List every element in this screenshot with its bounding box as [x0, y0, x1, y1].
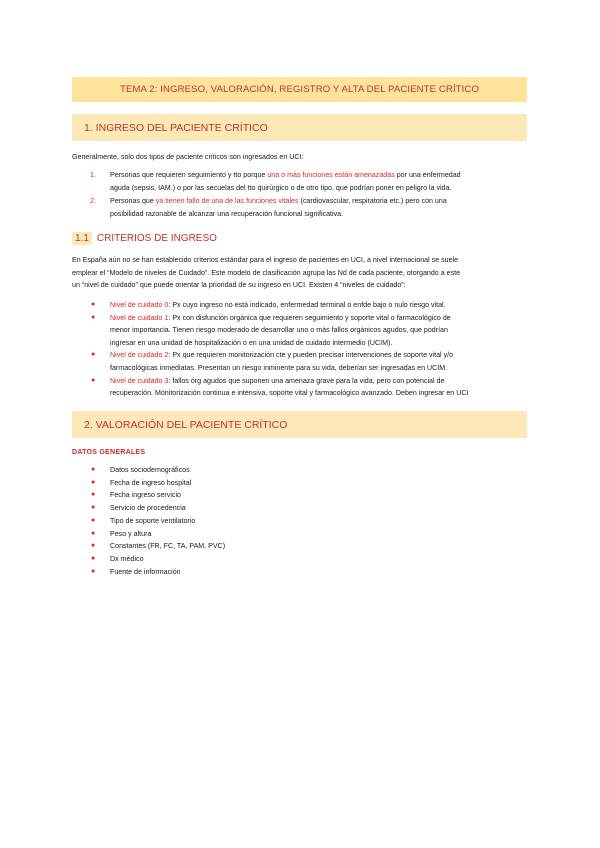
list-item-line-1: Nivel de cuidado 2: Px que requieren monitorización cte y pueden precisar intervenciones de soporte vital y/o [110, 351, 454, 360]
list-item-text: Datos sociodemográficos [110, 466, 190, 474]
section-2-heading-text: 2. VALORACIÓN DEL PACIENTE CRÍTICO [84, 418, 288, 431]
section-1-intro-text: Generalmente, solo dos tipos de paciente críticos son ingresados en UCI: [72, 153, 304, 161]
list-item [90, 528, 225, 541]
level-label: Nivel de cuidado 3 [110, 376, 169, 385]
level-label: Nivel de cuidado 2 [110, 351, 169, 360]
list-item-text: Constantes (FR, FC, TA, PAM, PVC) [110, 542, 226, 551]
datos-generales-label: DATOS GENERALES [72, 448, 146, 456]
section-1-heading-text: 1. INGRESO DEL PACIENTE CRÍTICO [84, 121, 268, 134]
list-item [90, 312, 527, 350]
bullet-icon: ● [91, 491, 96, 499]
list-item-text: Peso y altura [110, 529, 152, 538]
highlighted-phrase: una o más funciones están amenazadas [267, 171, 395, 179]
list-item [90, 375, 527, 400]
list-item-line-2: farmacológicas inmediatas. Presentan un riesgo inminente para su vida, deberían ser ingresadas en UCIM. [110, 363, 448, 372]
list-item-text: Fecha de ingreso hospital [110, 478, 192, 487]
list-item-number: 2. [90, 197, 96, 206]
list-item-line-2: aguda (sepsis, IAM.) o por las secuelas del tto quirúrgico o de otro tipo, que podrían poner en peligro la vida. [110, 183, 452, 192]
bullet-icon: ● [91, 376, 96, 384]
subsection-number: 1.1 [72, 232, 92, 245]
ingreso-numbered-list [90, 169, 527, 220]
niveles-cuidado-list [90, 299, 527, 400]
list-item [90, 195, 527, 220]
bullet-icon: ● [91, 529, 96, 537]
list-item-line-1: Nivel de cuidado 0: Px cuyo ingreso no está indicado, enfermedad terminal o enfde bajo o nulo riesgo vital. [110, 301, 446, 309]
section-2-heading [72, 411, 527, 438]
list-item [90, 349, 527, 374]
level-label: Nivel de cuidado 0 [110, 301, 169, 309]
bullet-icon: ● [91, 313, 96, 321]
bullet-icon: ● [91, 351, 96, 359]
bullet-icon: ● [91, 542, 96, 550]
list-item-text: Fuente de información [110, 567, 181, 576]
list-item-text: Dx médico [110, 554, 144, 563]
list-item [90, 502, 225, 515]
list-item-line-1: Nivel de cuidado 1: Px con disfunción orgánica que requieren seguimiento y soporte vital o farmacológico de [110, 313, 451, 322]
list-item-line-1: Personas que requieren seguimiento y tto porque una o más funciones están amenazadas por una enfermedad [110, 171, 461, 179]
list-item-text: Servicio de procedencia [110, 504, 186, 513]
subsection-title: CRITERIOS DE INGRESO [96, 232, 217, 244]
list-item [90, 299, 527, 312]
level-label: Nivel de cuidado 1 [110, 313, 169, 322]
document-title [72, 77, 527, 102]
section-1-heading [72, 114, 527, 141]
list-item-line-1: Nivel de cuidado 3: fallos órg agudos que suponen una amenaza grave para la vida, pero con potencial de [110, 376, 445, 385]
bullet-icon: ● [91, 516, 96, 524]
list-item [90, 489, 225, 502]
bullet-icon: ● [91, 567, 96, 575]
subsection-1-1-heading [72, 230, 217, 246]
list-item-line-1: Personas que ya tienen fallo de una de las funciones vitales (cardiovascular, respiratoria etc.) pero con una [110, 197, 447, 206]
list-item [90, 540, 225, 553]
datos-generales-list [90, 464, 225, 578]
paragraph-line: un “nivel de cuidado” que puede orientar la prioridad de su ingreso en UCI. Existen 4 “niveles de cuidado”: [72, 281, 406, 290]
list-item [90, 169, 527, 194]
bullet-icon: ● [91, 504, 96, 512]
list-item [90, 477, 225, 490]
list-item-line-2: recuperación. Monitorización continua e intensiva, soporte vital y farmacológico avanzado. Deben ingresar en UCI [110, 389, 469, 398]
highlighted-phrase: ya tienen fallo de una de las funciones vitales [155, 197, 299, 206]
bullet-icon: ● [91, 554, 96, 562]
document-title-text: TEMA 2: INGRESO, VALORACIÓN, REGISTRO Y ALTA DEL PACIENTE CRÍTICO [119, 84, 480, 95]
list-item-line-3: ingresar en una unidad de hospitalización o en una unidad de cuidado intermedio (UCIM). [110, 338, 393, 347]
list-item-line-2: menor importancia. Tienen riesgo moderado de desarrollar uno o más fallos orgánicos agudos, que podrían [110, 326, 448, 335]
list-item-number: 1. [90, 171, 96, 179]
list-item [90, 566, 225, 579]
paragraph-line: emplear el “Modelo de niveles de Cuidado”. Este modelo de clasificación agrupa las Nd de cada paciente, otorgando a este [72, 268, 461, 277]
bullet-icon: ● [91, 478, 96, 486]
list-item-line-2: posibilidad razonable de alcanzar una recuperación funcional significativa. [110, 209, 344, 218]
bullet-icon: ● [91, 301, 96, 308]
list-item-text: Fecha ingreso servicio [110, 491, 181, 500]
paragraph-line: En España aún no se han establecido criterios estándar para el ingreso de pacientes en UCI, a nivel internacional se suele [72, 256, 459, 264]
bullet-icon: ● [91, 466, 96, 473]
list-item [90, 515, 225, 528]
list-item [90, 464, 225, 477]
section-1-intro [72, 151, 527, 164]
list-item [90, 553, 225, 566]
list-item-text: Tipo de soporte ventilatorio [110, 516, 196, 525]
criterios-intro [72, 254, 527, 292]
